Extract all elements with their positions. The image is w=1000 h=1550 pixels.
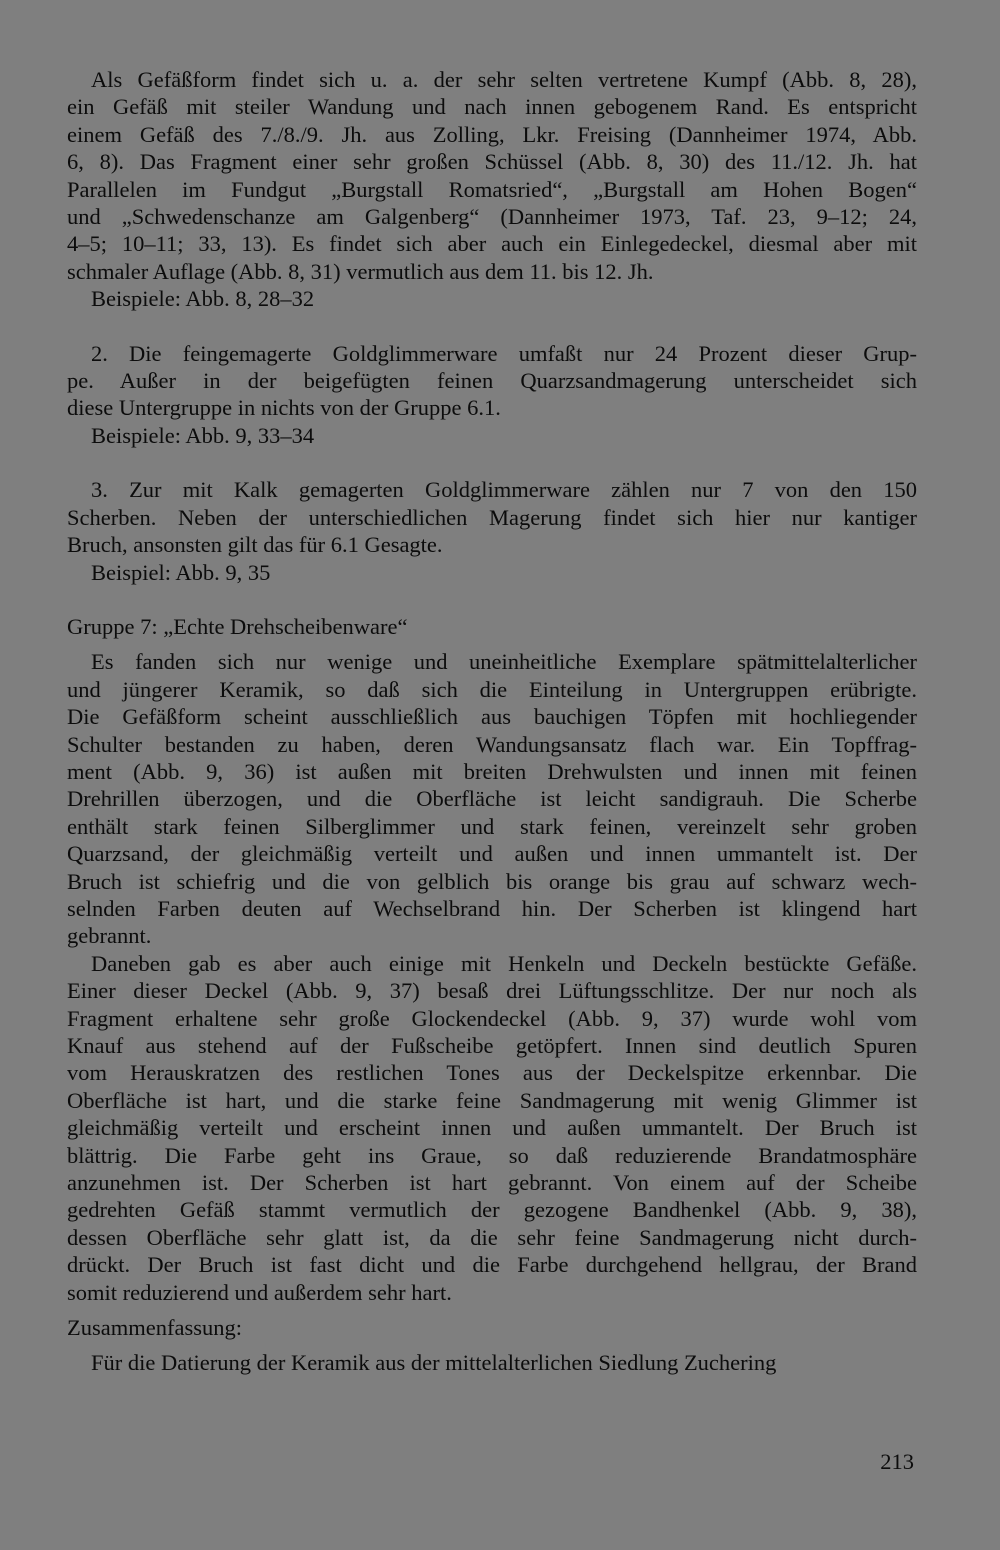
text-line: Quarzsand, der gleichmäßig verteilt und außen und innen ummantelt ist. Der (67, 841, 917, 867)
paragraph-subgroup-2 (67, 340, 917, 422)
text-line: Es fanden sich nur wenige und uneinheitliche Exemplare spätmittelalterlicher (91, 649, 917, 675)
text-line: gebrannt. (67, 923, 152, 949)
paragraph-vessel-forms (67, 66, 917, 285)
text-line: gedrehten Gefäß stammt vermutlich der gezogene Bandhenkel (Abb. 9, 38), (67, 1197, 917, 1223)
text-line: Bruch ist schiefrig und die von gelblich bis orange bis grau auf schwarz wech- (67, 868, 917, 894)
text-line: gleichmäßig verteilt und erscheint innen und außen ummantelt. Der Bruch ist (67, 1115, 917, 1141)
section-heading-summary: Zusammenfassung: (67, 1315, 242, 1341)
text-line: Scherben. Neben der unterschiedlichen Magerung findet sich hier nur kantiger (67, 504, 917, 530)
text-line: Drehrillen überzogen, und die Oberfläche ist leicht sandigrauh. Die Scherbe (67, 786, 917, 812)
text-line: drückt. Der Bruch ist fast dicht und die Farbe durchgehend hellgrau, der Brand (67, 1252, 917, 1278)
page-body (67, 66, 917, 1377)
text-line: ein Gefäß mit steiler Wandung und nach innen gebogenem Rand. Es entspricht (67, 94, 917, 120)
text-line: und „Schwedenschanze am Galgenberg“ (Dannheimer 1973, Taf. 23, 9–12; 24, (67, 204, 917, 230)
example-reference: Beispiel: Abb. 9, 35 (91, 559, 271, 585)
text-line: ment (Abb. 9, 36) ist außen mit breiten Drehwulsten und innen mit feinen (67, 758, 917, 784)
text-line: Daneben gab es aber auch einige mit Henkeln und Deckeln bestückte Gefäße. (91, 950, 917, 976)
text-line: Fragment erhaltene sehr große Glockendeckel (Abb. 9, 37) wurde wohl vom (67, 1005, 917, 1031)
text-line: selnden Farben deuten auf Wechselbrand hin. Der Scherben ist klingend hart (67, 895, 917, 921)
paragraph-subgroup-3 (67, 476, 917, 558)
text-line: schmaler Auflage (Abb. 8, 31) vermutlich aus dem 11. bis 12. Jh. (67, 258, 654, 284)
text-line: 4–5; 10–11; 33, 13). Es findet sich aber auch ein Einlegedeckel, diesmal aber mit (67, 231, 917, 257)
text-line: enthält stark feinen Silberglimmer und stark feinen, vereinzelt sehr groben (67, 813, 917, 839)
text-line: 6, 8). Das Fragment einer sehr großen Schüssel (Abb. 8, 30) des 11./12. Jh. hat (67, 149, 917, 175)
paragraph-summary (67, 1349, 917, 1376)
paragraph-wheel-ware (67, 648, 917, 949)
text-line: Die Gefäßform scheint ausschließlich aus bauchigen Töpfen mit hochliegender (67, 704, 917, 730)
example-reference: Beispiele: Abb. 9, 33–34 (91, 422, 315, 448)
text-line: einem Gefäß des 7./8./9. Jh. aus Zolling, Lkr. Freising (Dannheimer 1974, Abb. (67, 121, 917, 147)
text-line: dessen Oberfläche sehr glatt ist, da die sehr feine Sandmagerung nicht durch- (67, 1224, 917, 1250)
text-line: Oberfläche ist hart, und die starke feine Sandmagerung mit wenig Glimmer ist (67, 1087, 917, 1113)
text-line: und jüngerer Keramik, so daß sich die Einteilung in Untergruppen erübrigte. (67, 676, 917, 702)
text-line: Knauf aus stehend auf der Fußscheibe getöpfert. Innen sind deutlich Spuren (67, 1033, 917, 1058)
example-reference: Beispiele: Abb. 8, 28–32 (91, 286, 315, 312)
text-line: diese Untergruppe in nichts von der Gruppe 6.1. (67, 395, 501, 421)
section-heading-group-7: Gruppe 7: „Echte Drehscheibenware“ (67, 613, 408, 639)
text-line: somit reduzierend und außerdem sehr hart. (67, 1279, 452, 1305)
text-line: 2. Die feingemagerte Goldglimmerware umfaßt nur 24 Prozent dieser Grup- (91, 340, 917, 366)
text-line: 3. Zur mit Kalk gemagerten Goldglimmerware zählen nur 7 von den 150 (91, 477, 917, 503)
text-line: Schulter bestanden zu haben, deren Wandungsansatz flach war. Ein Topffrag- (67, 731, 917, 757)
text-line: Für die Datierung der Keramik aus der mittelalterlichen Siedlung Zuchering (91, 1350, 777, 1376)
text-line: Als Gefäßform findet sich u. a. der sehr selten vertretene Kumpf (Abb. 8, 28), (91, 67, 917, 92)
text-line: anzunehmen ist. Der Scherben ist hart gebrannt. Von einem auf der Scheibe (67, 1170, 917, 1196)
text-line: Parallelen im Fundgut „Burgstall Romatsried“, „Burgstall am Hohen Bogen“ (67, 176, 917, 202)
text-line: Bruch, ansonsten gilt das für 6.1 Gesagte. (67, 532, 443, 558)
paragraph-lids-handles (67, 950, 917, 1306)
text-line: blättrig. Die Farbe geht ins Graue, so daß reduzierende Brandatmosphäre (67, 1142, 917, 1168)
text-line: vom Herauskratzen des restlichen Tones aus der Deckelspitze erkennbar. Die (67, 1060, 917, 1086)
page-number: 213 (880, 1449, 914, 1474)
text-line: pe. Außer in der beigefügten feinen Quarzsandmagerung unterscheidet sich (67, 368, 917, 394)
text-line: Einer dieser Deckel (Abb. 9, 37) besaß drei Lüftungsschlitze. Der nur noch als (67, 978, 917, 1004)
